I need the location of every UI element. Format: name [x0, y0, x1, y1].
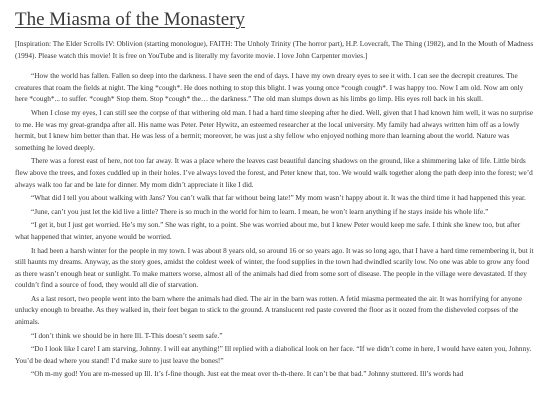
inspiration-note: [Inspiration: The Elder Scrolls IV: Oblivion (starting monologue), FAITH: The Unholy Trinity (The horror part), H.P. Lovecraft, The Thing (1982), and In the Mouth of Madness (1994). Please watch this movie! It is free on YouTube and is literally my favorite movie. I love John Carpenter movies.]	[15, 39, 534, 60]
paragraph: “Do I look like I care! I am starving, Johnny. I will eat anything!” Ill replied with a diabolical look on her face. “If we didn’t come in here, I would have eaten you, Johnny. You’d be dead where you stand! I’d make sure to just leave the bones!”	[15, 344, 532, 365]
paragraph: It had been a harsh winter for the people in my town. I was about 8 years old, so around 16 or so years ago. It was so long ago, that I have a hard time remembering it, but it still haunts my dreams. Anyway, as the story goes, amidst the coldest week of winter, the food supplies in the town had dwindled scarily low. No one was able to grow any food as there wasn’t enough heat or sunlight. To make matters worse, almost all of the animals had died from some sort of disease. The people in the village were devastated. If they couldn’t find a source of food, they would all die of starvation.	[15, 245, 534, 290]
paragraph: “I get it, but I just get worried. He’s my son.” She was right, to a point. She was worried about me, but I knew Peter would keep me safe. I think she knew too, but after what happened that winter, anyone would be worried.	[15, 220, 521, 241]
document-title: The Miasma of the Monastery	[15, 9, 246, 30]
paragraph: “What did I tell you about walking with Jans? You can’t walk that far without being late!” My mom wasn’t happy about it. It was the third time it had happened this year.	[31, 193, 526, 203]
paragraph: As a last resort, two people went into the barn where the animals had died. The air in the barn was rotten. A fetid miasma permeated the air. It was horrifying for anyone unlucky enough to breathe. As they walked in, their feet began to stick to the ground. A translucent red paste covered the floor as it oozed from the disheveled corpses of the animals.	[15, 293, 523, 327]
paragraph: “June, can’t you just let the kid live a little? There is so much in the world for him to learn. I mean, he won’t learn anything if he stays inside his whole life.”	[31, 206, 489, 216]
paragraph: There was a forest east of here, not too far away. It was a place where the leaves cast beautiful dancing shadows on the ground, like a shimmering lake of life. Little birds flew above the trees, and foxes cuddled up in their holes. I’ve always loved the forest, and Peter knew that, too. We would walk together along the path deep into the forest; we’d always walk too far and be late for dinner. My mom didn’t appreciate it like I did.	[15, 156, 533, 189]
paragraph: “I don’t think we should be in here Ill. T-This doesn’t seem safe.”	[31, 330, 223, 340]
paragraph: When I close my eyes, I can still see the corpse of that withering old man. I had a hard time sleeping after he died. Well, given that I had known him well, it was no surprise to me. He was my great-grandpa after all. His name was Peter. Peter Hywitz, an esteemed researcher at the local university. My family had always written him off as a lowly hermit, but I knew him better than that. He was less of a hermit; moreover, he was just a shy fellow who enjoyed nothing more than learning about the world. Nature was something he loved deeply.	[15, 107, 534, 152]
paragraph: “How the world has fallen. Fallen so deep into the darkness. I have seen the end of days. I have my own dreary eyes to see it with. I can see the decrepit creatures. The creatures that roam the fields at night. The king *cough*. He does nothing to stop this blight. I was young once *cough cough*. I was happy too. Now I am old. Now am only here *cough*... to suffer. *cough* Stop them. Stop *cough* the… the darkness.” The old man slumps down as his limbs go limp. His eyes roll back in his skull.	[15, 71, 524, 104]
paragraph: “Oh m-my god! You are m-messed up Ill. It’s f-fine though. Just eat the meat over th-th-there. It can’t be that bad.” Johnny stuttered. Ill’s words had	[31, 369, 464, 379]
story-body	[15, 70, 534, 380]
